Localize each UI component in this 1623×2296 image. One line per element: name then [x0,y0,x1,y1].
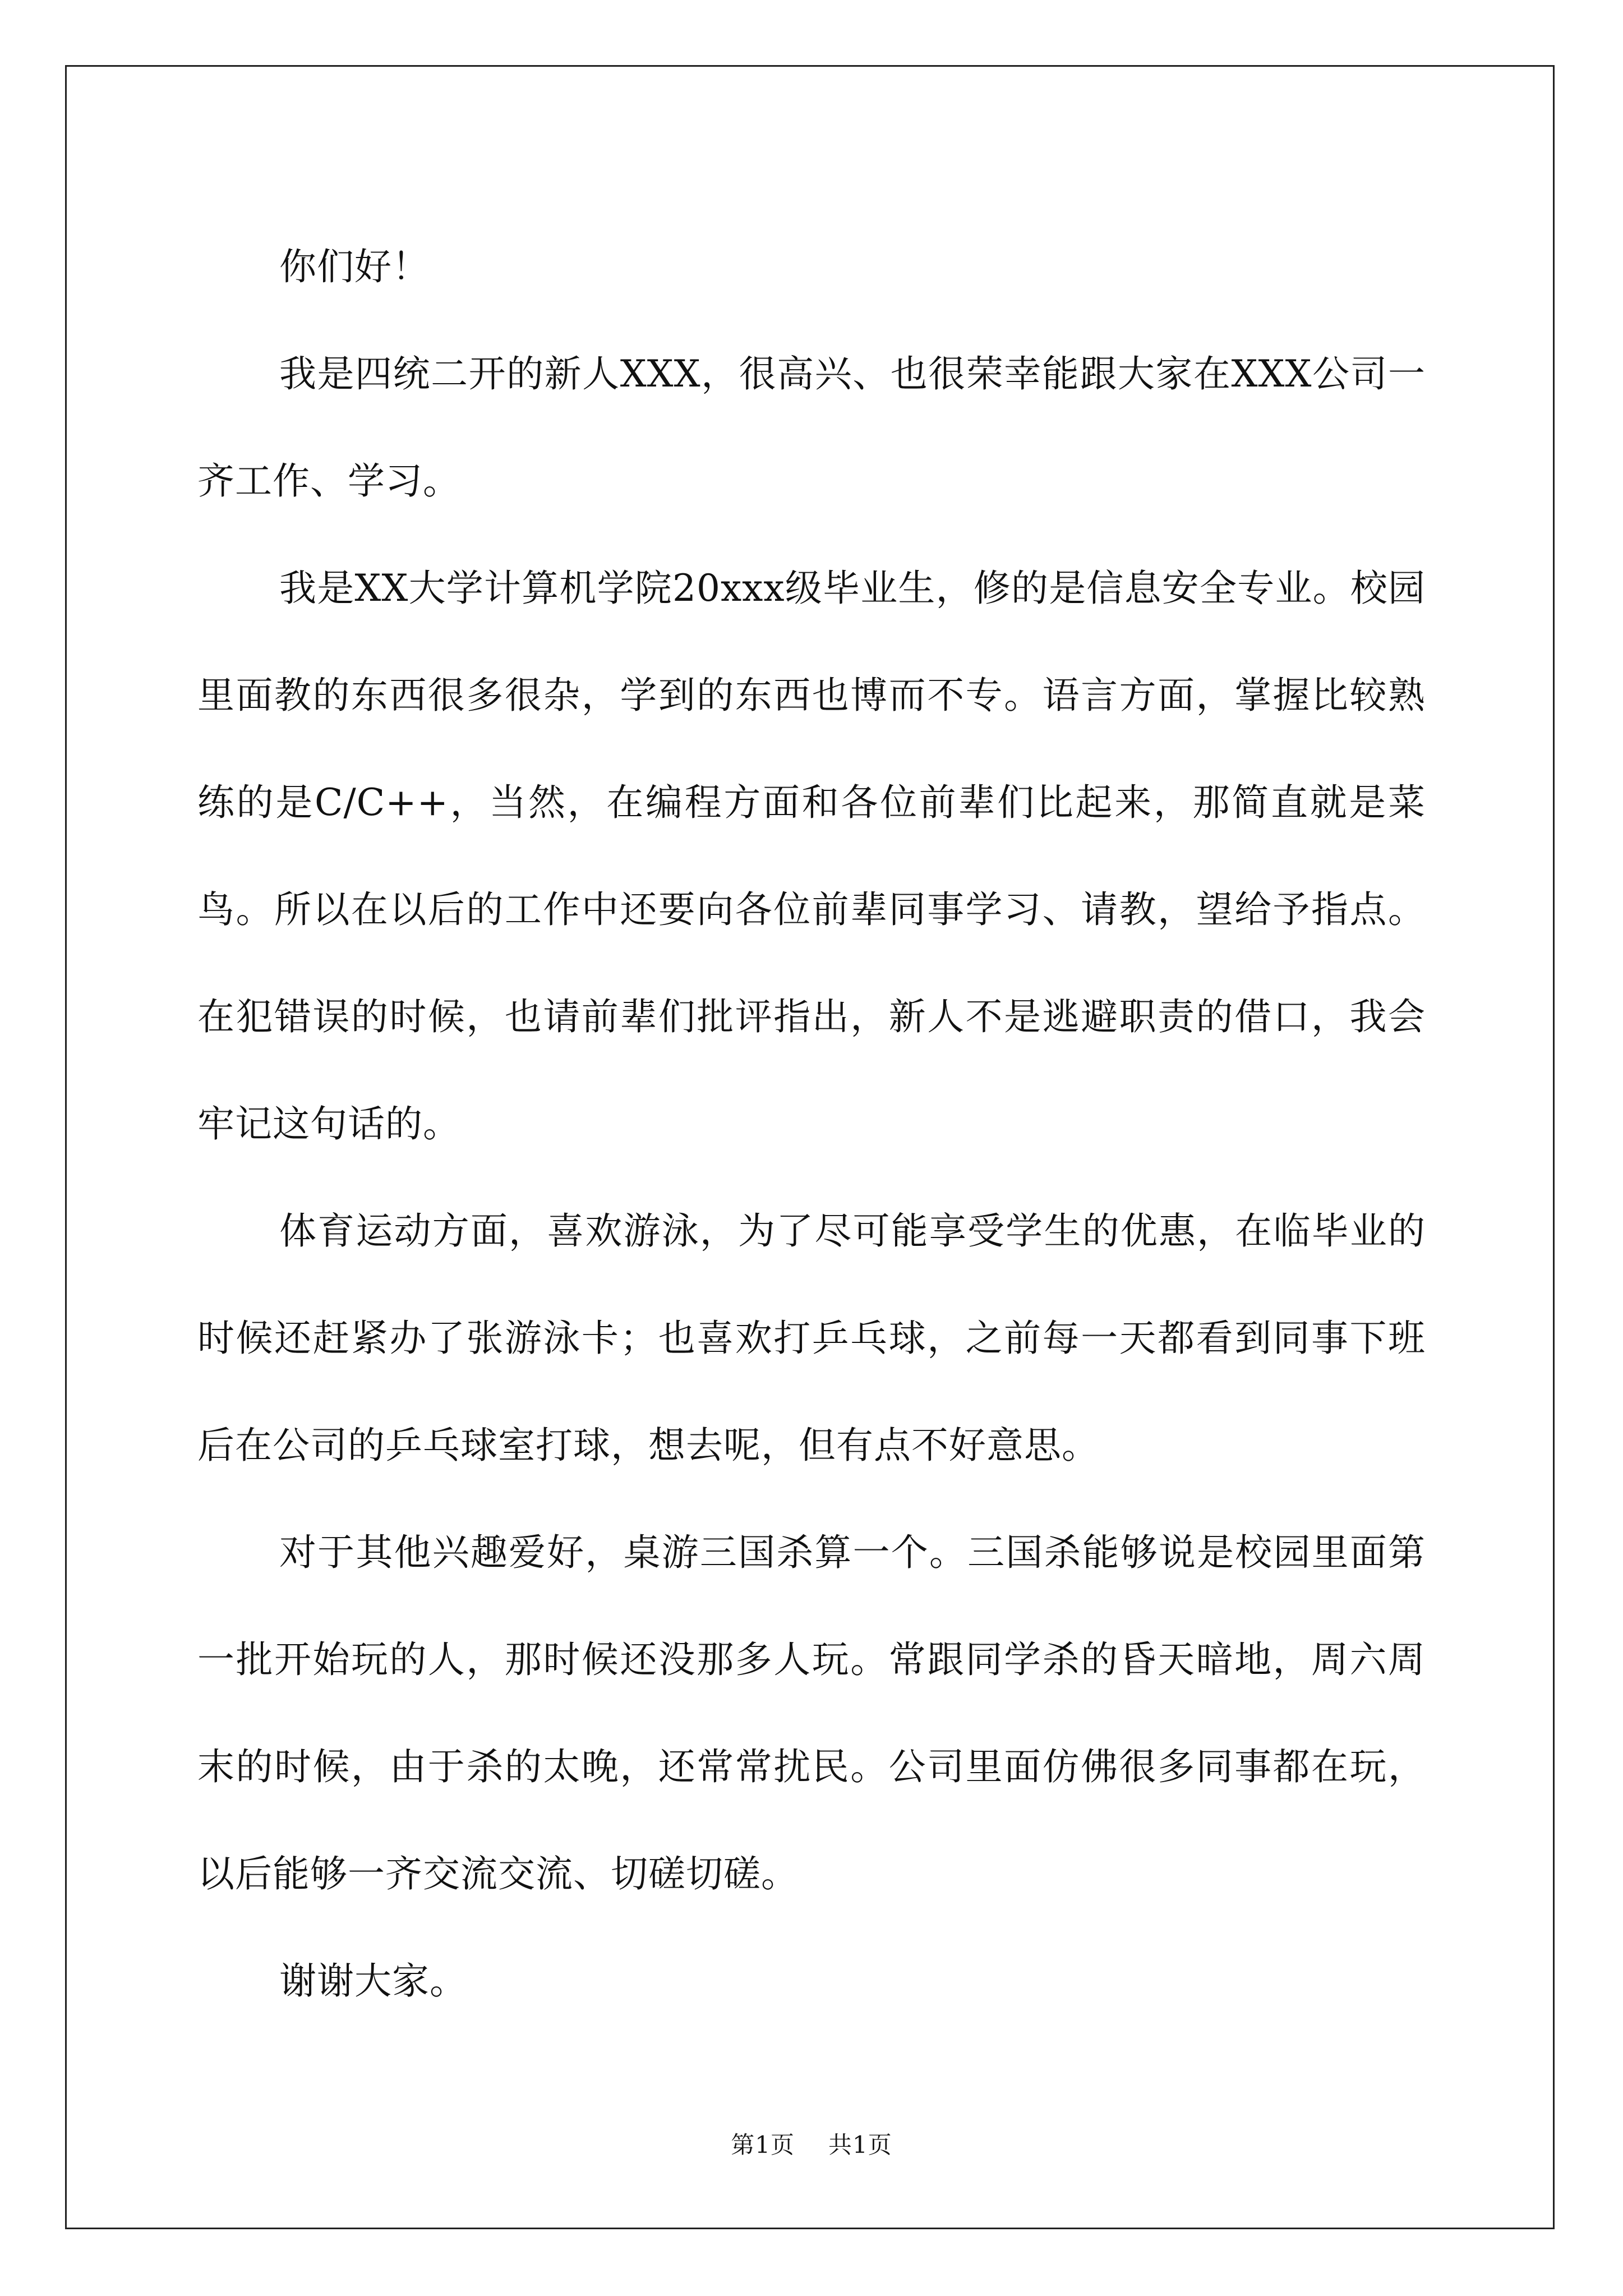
paragraph-introduction: 我是四统二开的新人XXX，很高兴、也很荣幸能跟大家在XXX公司一齐工作、学习。 [197,352,1426,503]
paragraph-thanks: 谢谢大家。 [279,1959,467,2003]
paragraph-education: 我是XX大学计算机学院20xxx级毕业生，修的是信息安全专业。校园里面教的东西很多很杂，学到的东西也博而不专。语言方面，掌握比较熟练的是C/C++，当然，在编程方面和各位前辈们比起来，那简直就是菜鸟。所以在以后的工作中还要向各位前辈同事学习、请教，望给予指点。在犯错误的时候，也请前辈们批评指出，新人不是逃避职责的借口，我会牢记这句话的。 [197,567,1426,1145]
paragraph-hobbies: 对于其他兴趣爱好，桌游三国杀算一个。三国杀能够说是校园里面第一批开始玩的人，那时候还没那多人玩。常跟同学杀的昏天暗地，周六周末的时候，由于杀的太晚，还常常扰民。公司里面仿佛很多同事都在玩，以后能够一齐交流交流、切磋切磋。 [197,1531,1426,1895]
page-footer [0,2128,1623,2162]
paragraph-greeting: 你们好！ [279,245,430,288]
paragraph-sports: 体育运动方面，喜欢游泳，为了尽可能享受学生的优惠，在临毕业的时候还赶紧办了张游泳卡；也喜欢打乒乓球，之前每一天都看到同事下班后在公司的乒乓球室打球，想去呢，但有点不好意思。 [197,1209,1426,1467]
page-number-current: 第1页 [731,2131,795,2159]
page-number-total: 共1页 [828,2131,892,2159]
document-body [197,213,1426,2035]
